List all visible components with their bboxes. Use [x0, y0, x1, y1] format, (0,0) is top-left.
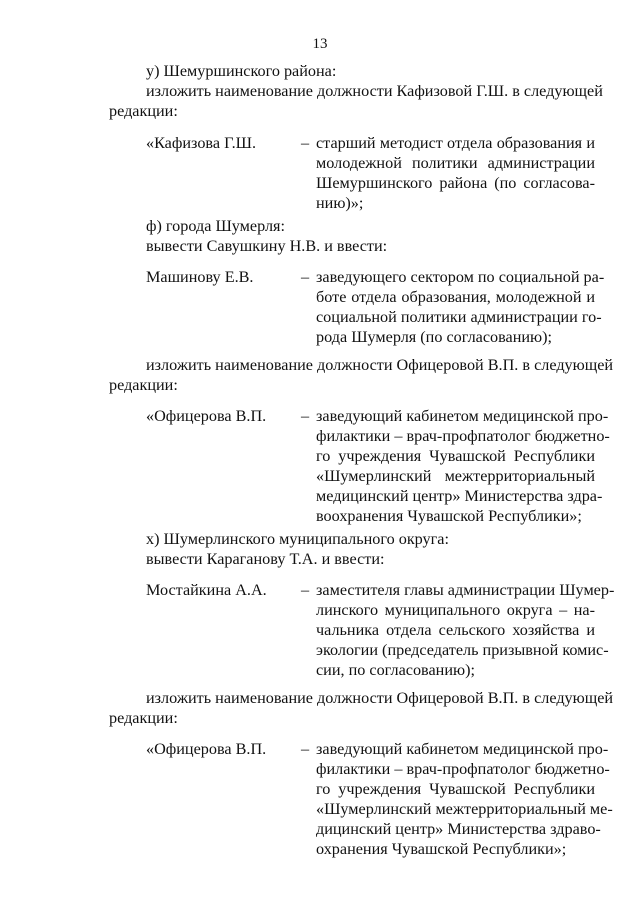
position-line: заведующий кабинетом медицинской про- — [316, 740, 609, 758]
position-line: заведующего сектором по социальной ра- — [316, 268, 605, 286]
section-heading: х) Шумерлинского муниципального округа: — [146, 530, 449, 548]
position-line: экологии (председатель призывной комис- — [316, 641, 609, 659]
paragraph-line: редакции: — [109, 709, 178, 727]
position-line: сии, по согласованию); — [316, 661, 475, 679]
section-heading: ф) города Шумерля: — [146, 217, 285, 235]
paragraph-line: изложить наименование должности Кафизовой Г.Ш. в следующей — [146, 82, 603, 100]
person-name: «Офицерова В.П. — [146, 740, 267, 758]
paragraph-line: редакции: — [109, 102, 178, 120]
page-number: 13 — [312, 36, 328, 52]
person-name: «Офицерова В.П. — [146, 407, 267, 425]
action-line: вывести Савушкину Н.В. и ввести: — [146, 237, 388, 255]
position-line: старший методист отдела образования и — [316, 134, 595, 152]
position-line: го учреждения Чувашской Республики — [316, 780, 595, 798]
position-line: охранения Чувашской Республики»; — [316, 840, 567, 858]
position-line: чальника отдела сельского хозяйства и — [316, 621, 595, 639]
paragraph-line: изложить наименование должности Офицеровой В.П. в следующей — [146, 356, 614, 374]
dash-separator: – — [301, 407, 310, 425]
section-heading: у) Шемуршинского района: — [146, 62, 337, 80]
position-line: воохранения Чувашской Республики»; — [316, 507, 582, 525]
dash-separator: – — [301, 134, 310, 152]
position-line: нию)»; — [316, 194, 364, 212]
action-line: вывести Караганову Т.А. и ввести: — [146, 550, 385, 568]
dash-separator: – — [301, 268, 310, 286]
position-line: рода Шумерля (по согласованию); — [316, 328, 553, 346]
paragraph-line: изложить наименование должности Офицеровой В.П. в следующей — [146, 689, 614, 707]
dash-separator: – — [301, 581, 310, 599]
position-line: медицинский центр» Министерства здра- — [316, 487, 603, 505]
position-line: филактики – врач-профпатолог бюджетно- — [316, 427, 610, 445]
person-name: Мостайкина А.А. — [146, 581, 267, 599]
position-line: боте отдела образования, молодежной и — [316, 288, 595, 306]
position-line: заведующий кабинетом медицинской про- — [316, 407, 609, 425]
position-line: Шемуршинского района (по согласова- — [316, 174, 595, 192]
position-line: социальной политики администрации го- — [316, 308, 602, 326]
position-line: го учреждения Чувашской Республики — [316, 447, 595, 465]
dash-separator: – — [301, 740, 310, 758]
position-line: молодежной политики администрации — [316, 154, 595, 172]
position-line: заместителя главы администрации Шумер- — [316, 581, 615, 599]
position-line: филактики – врач-профпатолог бюджетно- — [316, 760, 610, 778]
person-name: Машинову Е.В. — [146, 268, 254, 286]
paragraph-line: редакции: — [109, 376, 178, 394]
position-line: линского муниципального округа – на- — [316, 601, 595, 619]
position-line: дицинский центр» Министерства здраво- — [316, 820, 601, 838]
position-line: «Шумерлинский межтерриториальный — [316, 467, 595, 485]
person-name: «Кафизова Г.Ш. — [146, 134, 257, 152]
position-line: «Шумерлинский межтерриториальный ме- — [316, 800, 613, 818]
